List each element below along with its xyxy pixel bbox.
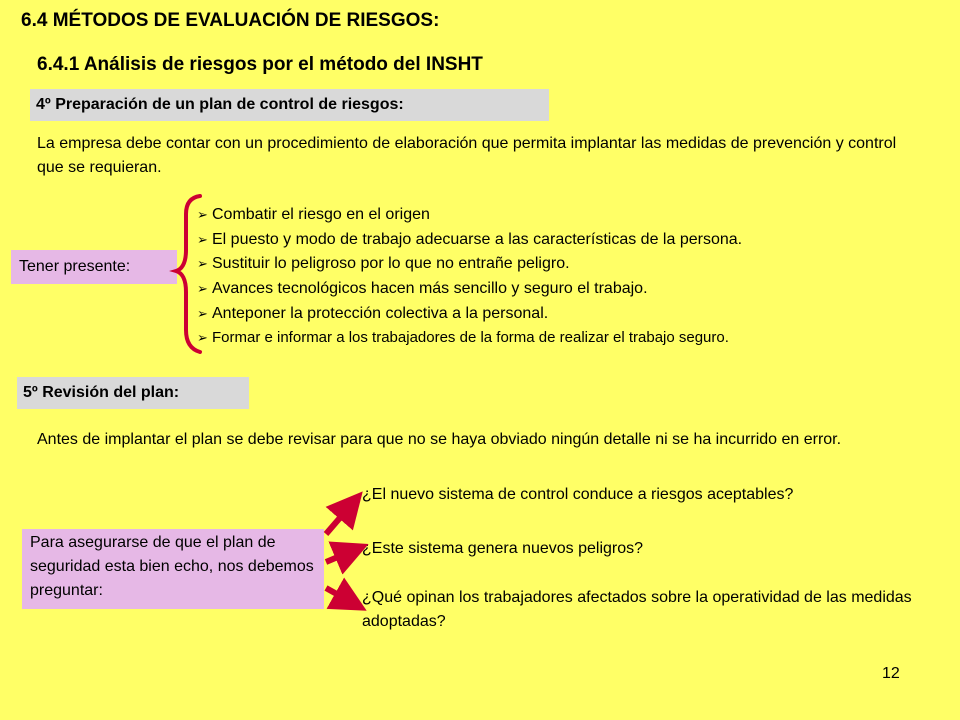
list-item: ➢ Formar e informar a los trabajadores de la forma de realizar el trabajo seguro.: [197, 326, 742, 351]
step4-paragraph: La empresa debe contar con un procedimiento de elaboración que permita implantar las medidas de prevención y control que se requieran.: [37, 135, 897, 176]
list-item: ➢ Anteponer la protección colectiva a la personal.: [197, 302, 742, 327]
page-title: 6.4 MÉTODOS DE EVALUACIÓN DE RIESGOS:: [21, 10, 440, 31]
right-arrow-bullet-icon: ➢: [197, 207, 208, 222]
right-arrow-bullet-icon: ➢: [197, 330, 208, 346]
section-subtitle: 6.4.1 Análisis de riesgos por el método del INSHT: [37, 54, 483, 75]
red-arrow-icon: [326, 505, 351, 534]
right-arrow-bullet-icon: ➢: [197, 231, 208, 247]
list-item: ➢ Sustituir lo peligroso por lo que no entrañe peligro.: [197, 252, 742, 277]
ask-box: Para asegurarse de que el plan de seguridad esta bien echo, nos debemos preguntar:: [22, 529, 324, 609]
step4-label: 4º Preparación de un plan de control de riesgos:: [30, 89, 549, 121]
list-item: ➢ Avances tecnológicos hacen más sencillo y seguro el trabajo.: [197, 277, 742, 302]
question-2: ¿Este sistema genera nuevos peligros?: [362, 540, 644, 557]
list-item: ➢ Combatir el riesgo en el origen: [197, 203, 742, 228]
question-1: ¿El nuevo sistema de control conduce a riesgos aceptables?: [362, 486, 794, 503]
right-arrow-bullet-icon: ➢: [197, 281, 208, 297]
right-arrow-bullet-icon: ➢: [197, 256, 208, 272]
curly-brace-icon: [176, 196, 200, 352]
right-arrow-bullet-icon: ➢: [197, 305, 208, 321]
page-number: 12: [882, 665, 900, 682]
keep-in-mind-box: Tener presente:: [11, 250, 177, 284]
step5-label: 5º Revisión del plan:: [17, 377, 249, 409]
list-item: ➢ El puesto y modo de trabajo adecuarse a las características de la persona.: [197, 228, 742, 253]
question-3: ¿Qué opinan los trabajadores afectados sobre la operatividad de las medidas adoptadas?: [362, 589, 912, 630]
red-arrow-icon: [326, 588, 351, 602]
step5-paragraph: Antes de implantar el plan se debe revisar para que no se haya obviado ningún detalle ni se ha incurrido en error.: [37, 431, 842, 448]
red-arrow-icon: [326, 551, 352, 562]
